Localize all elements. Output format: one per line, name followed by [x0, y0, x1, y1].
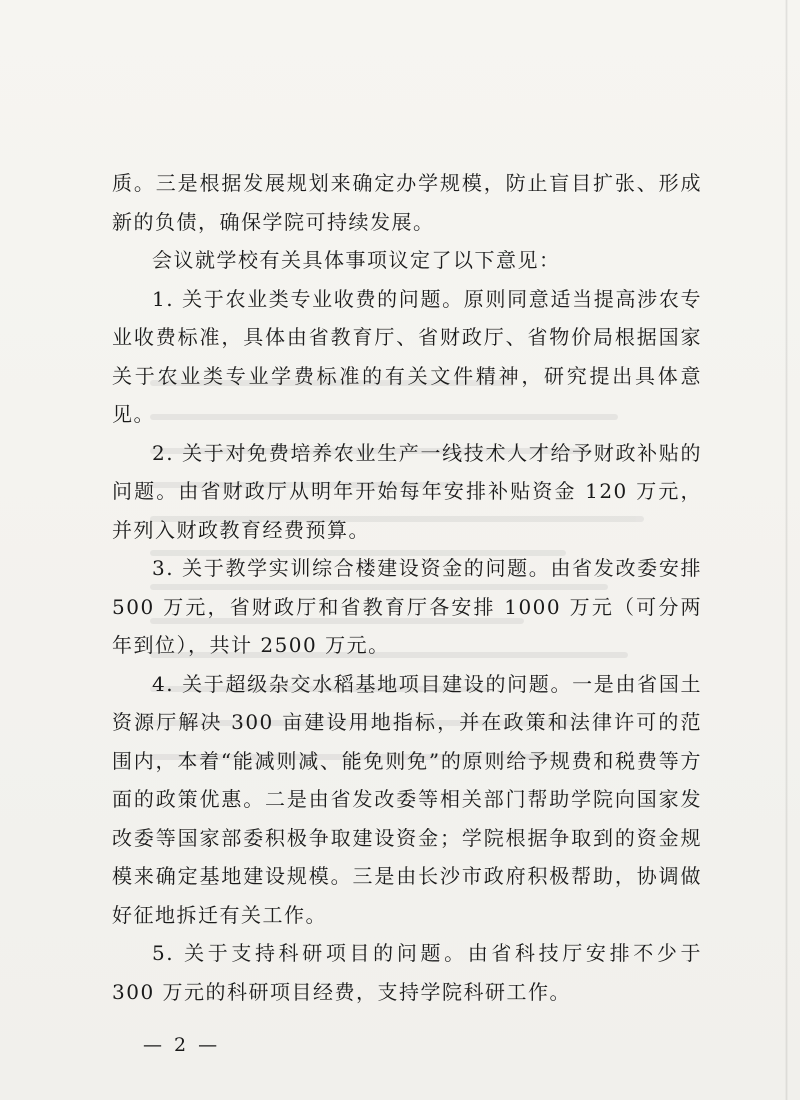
page-edge-shadow — [785, 0, 788, 1100]
paragraph-intro: 会议就学校有关具体事项议定了以下意见： — [152, 248, 561, 272]
paragraph-item-5: 5. 关于支持科研项目的问题。由省科技厅安排不少于 300 万元的科研项目经费，支持学院科研工作。 — [112, 941, 702, 1004]
page-number: — 2 — — [143, 1034, 221, 1056]
paragraph-item-4: 4. 关于超级杂交水稻基地项目建设的问题。一是由省国土资源厅解决 300 亩建设用地指标，并在政策和法律许可的范围内，本着“能减则减、能免则免”的原则给予规费和税费等方面的政策优惠。二是由省发改委等相关部门帮助学院向国家发改委等国家部委积极争取建设资金；学院根据争取到的资金规模来确定基地建设规模。三是由长沙市政府积极帮助，协调做好征地拆迁有关工作。 — [112, 671, 702, 927]
paragraph-item-1: 1. 关于农业类专业收费的问题。原则同意适当提高涉农专业收费标准，具体由省教育厅、省财政厅、省物价局根据国家关于农业类专业学费标准的有关文件精神，研究提出具体意见。 — [112, 286, 702, 426]
document-body — [112, 164, 702, 1011]
paragraph-item-2: 2. 关于对免费培养农业生产一线技术人才给予财政补贴的问题。由省财政厅从明年开始每年安排补贴资金 120 万元，并列入财政教育经费预算。 — [112, 440, 702, 542]
paragraph-item-3: 3. 关于教学实训综合楼建设资金的问题。由省发改委安排 500 万元，省财政厅和省教育厅各安排 1000 万元（可分两年到位），共计 2500 万元。 — [112, 556, 702, 657]
paragraph-continuation: 质。三是根据发展规划来确定办学规模，防止盲目扩张、形成新的负债，确保学院可持续发展。 — [112, 171, 702, 234]
